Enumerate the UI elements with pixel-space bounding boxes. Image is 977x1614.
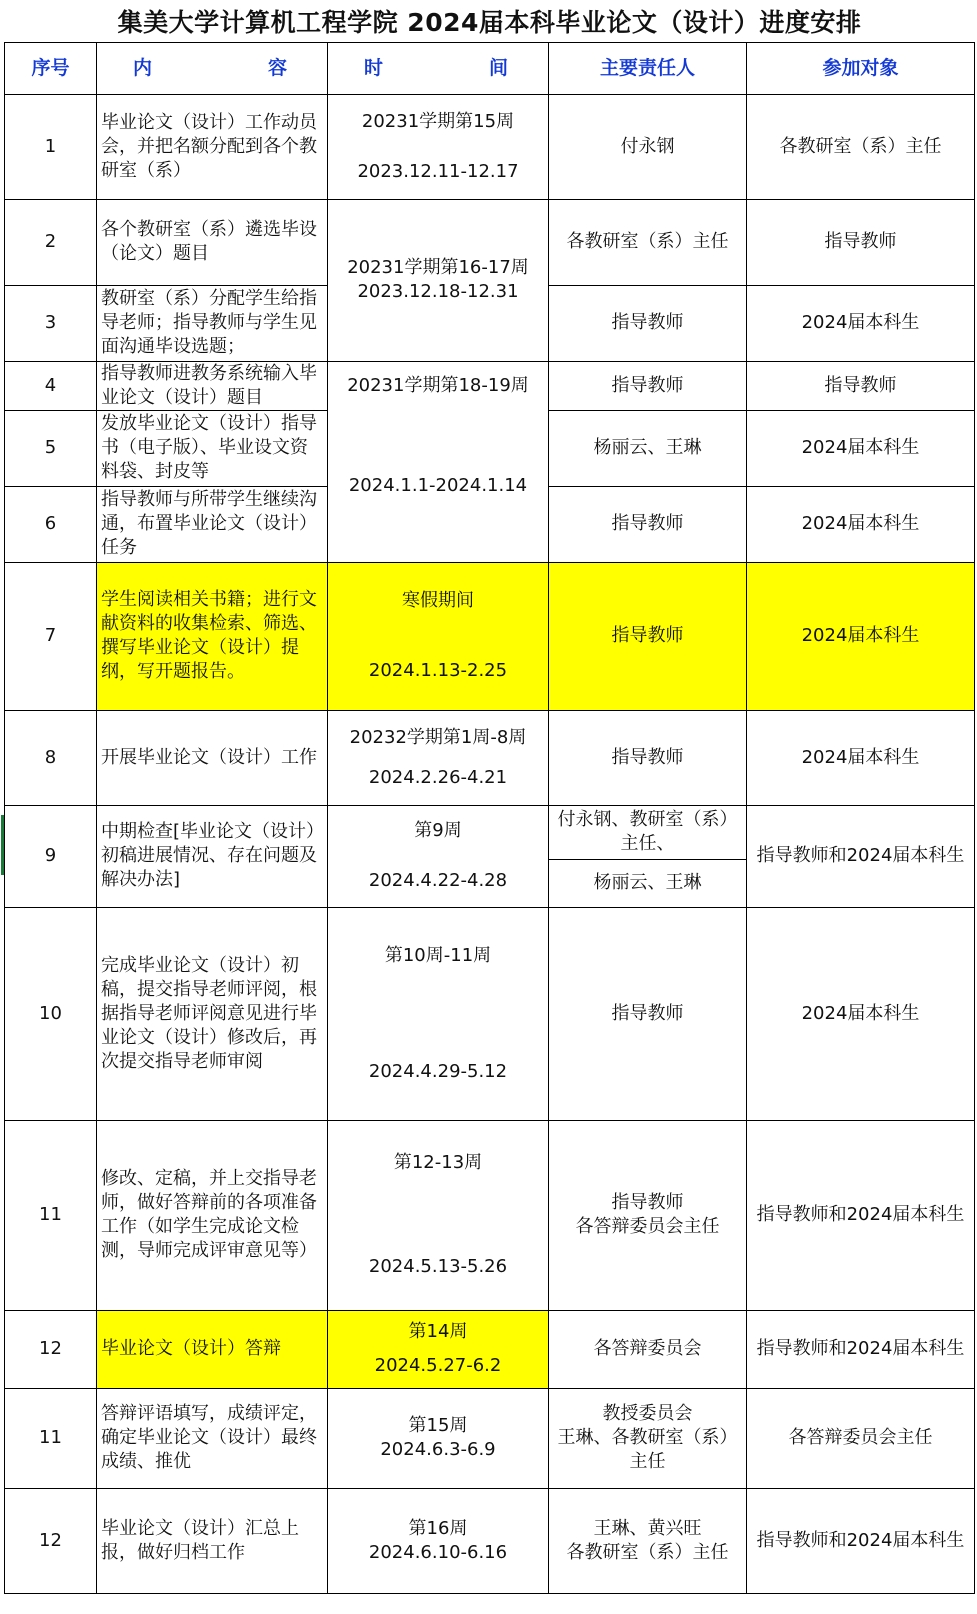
- owner-line-2: 各答辩委员会主任: [575, 1216, 720, 1237]
- time-dates: 2024.5.27-6.2: [374, 1355, 502, 1376]
- cell-content[interactable]: 指导教师与所带学生继续沟通，布置毕业论文（设计）任务: [97, 486, 328, 562]
- cell-content[interactable]: 指导教师进教务系统输入毕业论文（设计）题目: [97, 361, 328, 410]
- cell-owner[interactable]: 各教研室（系）主任: [549, 199, 747, 285]
- cell-no[interactable]: 12: [5, 1310, 97, 1388]
- cell-content[interactable]: 中期检查[毕业论文（设计）初稿进展情况、存在问题及解决办法]: [97, 805, 328, 907]
- cell-target[interactable]: 指导教师和2024届本科生: [747, 1310, 975, 1388]
- cell-target[interactable]: 2024届本科生: [747, 562, 975, 710]
- cell-owner[interactable]: 指导教师: [549, 710, 747, 805]
- cell-time[interactable]: [328, 710, 549, 805]
- cell-time[interactable]: [328, 1310, 549, 1388]
- cell-owner-second[interactable]: 杨丽云、王琳: [549, 859, 747, 907]
- cell-time-merged[interactable]: 2024.1.1-2024.1.14: [328, 410, 549, 562]
- cell-owner[interactable]: 指导教师: [549, 285, 747, 361]
- cell-time[interactable]: 20231学期第18-19周: [328, 361, 549, 410]
- cell-no[interactable]: 3: [5, 285, 97, 361]
- cell-no[interactable]: 5: [5, 410, 97, 486]
- cell-owner[interactable]: 付永钢、教研室（系）主任、: [549, 805, 747, 859]
- header-time[interactable]: [328, 42, 549, 94]
- cell-content[interactable]: 完成毕业论文（设计）初稿，提交指导老师评阅，根据指导老师评阅意见进行毕业论文（设计）修改后，再次提交指导老师审阅: [97, 907, 328, 1120]
- page-title: 集美大学计算机工程学院 2024届本科毕业论文（设计）进度安排: [5, 4, 975, 42]
- cell-target[interactable]: 指导教师: [747, 199, 975, 285]
- cell-content[interactable]: 各个教研室（系）遴选毕设（论文）题目: [97, 199, 328, 285]
- cell-time[interactable]: [328, 94, 549, 199]
- time-period: 第15周: [408, 1415, 468, 1436]
- cell-owner[interactable]: 指导教师: [549, 907, 747, 1120]
- owner-line-1: 王琳、黄兴旺: [593, 1517, 702, 1539]
- table-row: [5, 1120, 975, 1310]
- cell-owner[interactable]: [549, 1488, 747, 1593]
- cell-no[interactable]: 8: [5, 710, 97, 805]
- cell-time-merged[interactable]: [328, 199, 549, 361]
- time-dates: 2024.6.3-6.9: [380, 1439, 496, 1460]
- schedule-table: [4, 4, 975, 1594]
- cell-time[interactable]: [328, 907, 549, 1120]
- cell-no[interactable]: 12: [5, 1488, 97, 1593]
- cell-no[interactable]: 4: [5, 361, 97, 410]
- header-row: [5, 42, 975, 94]
- cell-target[interactable]: 2024届本科生: [747, 907, 975, 1120]
- cell-owner[interactable]: 指导教师: [549, 486, 747, 562]
- header-owner[interactable]: 主要责任人: [549, 42, 747, 94]
- title-row: [5, 4, 975, 42]
- cell-target[interactable]: 2024届本科生: [747, 285, 975, 361]
- time-period: 第9周: [414, 820, 462, 841]
- cell-content[interactable]: 发放毕业论文（设计）指导书（电子版）、毕业设文资料袋、封皮等: [97, 410, 328, 486]
- cell-no[interactable]: 7: [5, 562, 97, 710]
- header-content[interactable]: [97, 42, 328, 94]
- time-period: 第14周: [408, 1321, 468, 1342]
- cell-time[interactable]: [328, 1388, 549, 1488]
- cell-target[interactable]: 2024届本科生: [747, 486, 975, 562]
- time-dates: 2024.4.29-5.12: [368, 1060, 508, 1082]
- cell-target[interactable]: 2024届本科生: [747, 710, 975, 805]
- table-row: [5, 805, 975, 859]
- cell-time[interactable]: [328, 1488, 549, 1593]
- owner-line-1: 教授委员会: [602, 1403, 693, 1424]
- owner-line-2: 各教研室（系）主任: [566, 1541, 729, 1563]
- table-row: [5, 710, 975, 805]
- cell-target[interactable]: 指导教师和2024届本科生: [747, 1488, 975, 1593]
- time-period: 寒假期间: [402, 590, 474, 611]
- cell-content[interactable]: 教研室（系）分配学生给指导老师；指导教师与学生见面沟通毕设选题；: [97, 285, 328, 361]
- table-row: [5, 94, 975, 199]
- cell-no[interactable]: 2: [5, 199, 97, 285]
- cell-time[interactable]: [328, 1120, 549, 1310]
- cell-no[interactable]: 6: [5, 486, 97, 562]
- cell-owner[interactable]: 杨丽云、王琳: [549, 410, 747, 486]
- cell-content[interactable]: 毕业论文（设计）工作动员会，并把名额分配到各个教研室（系）: [97, 94, 328, 199]
- cell-content[interactable]: 毕业论文（设计）汇总上报，做好归档工作: [97, 1488, 328, 1593]
- owner-line-1: 指导教师: [611, 1192, 684, 1213]
- table-row: [5, 907, 975, 1120]
- cell-content[interactable]: 学生阅读相关书籍；进行文献资料的收集检索、筛选、撰写毕业论文（设计）提纲，写开题报告。: [97, 562, 328, 710]
- time-dates: 2024.1.13-2.25: [368, 660, 508, 681]
- header-time-b: 间: [488, 57, 508, 79]
- cell-target[interactable]: 指导教师和2024届本科生: [747, 1120, 975, 1310]
- header-content-a: 内: [133, 57, 153, 79]
- cell-no[interactable]: 1: [5, 94, 97, 199]
- cell-owner[interactable]: 各答辩委员会: [549, 1310, 747, 1388]
- cell-owner[interactable]: 付永钢: [549, 94, 747, 199]
- cell-owner[interactable]: 指导教师: [549, 562, 747, 710]
- time-dates: 2023.12.11-12.17: [357, 160, 519, 182]
- cell-owner[interactable]: [549, 1388, 747, 1488]
- table-row: [5, 361, 975, 410]
- cell-target[interactable]: 各答辩委员会主任: [747, 1388, 975, 1488]
- cell-target[interactable]: 2024届本科生: [747, 410, 975, 486]
- cell-content[interactable]: 开展毕业论文（设计）工作: [97, 710, 328, 805]
- time-period: 第12-13周: [393, 1152, 483, 1173]
- table-row-highlighted: [5, 562, 975, 710]
- cell-target[interactable]: 指导教师: [747, 361, 975, 410]
- cell-no[interactable]: 11: [5, 1120, 97, 1310]
- cell-target[interactable]: 指导教师和2024届本科生: [747, 805, 975, 907]
- table-row: [5, 1388, 975, 1488]
- cell-no[interactable]: 10: [5, 907, 97, 1120]
- time-period: 20231学期第15周: [361, 110, 515, 132]
- time-dates: 2024.2.26-4.21: [368, 766, 508, 788]
- cell-content[interactable]: 修改、定稿，并上交指导老师，做好答辩前的各项准备工作（如学生完成论文检测，导师完成评审意见等）: [97, 1120, 328, 1310]
- table-row: [5, 199, 975, 285]
- cell-owner[interactable]: [549, 1120, 747, 1310]
- time-dates: 2023.12.18-12.31: [357, 281, 519, 302]
- cell-no[interactable]: 9: [5, 805, 97, 907]
- time-period: 第10周-11周: [384, 944, 492, 966]
- time-dates: 2024.6.10-6.16: [368, 1541, 508, 1563]
- header-no[interactable]: 序号: [5, 42, 97, 94]
- time-dates: 2024.4.22-4.28: [368, 870, 508, 891]
- cell-no[interactable]: 11: [5, 1388, 97, 1488]
- time-period: 20231学期第16-17周: [347, 257, 529, 278]
- cell-target[interactable]: 各教研室（系）主任: [747, 94, 975, 199]
- time-dates: 2024.5.13-5.26: [368, 1256, 508, 1277]
- header-target[interactable]: 参加对象: [747, 42, 975, 94]
- time-period: 20232学期第1周-8周: [349, 726, 527, 748]
- cell-time[interactable]: [328, 562, 549, 710]
- cell-content[interactable]: 毕业论文（设计）答辩: [97, 1310, 328, 1388]
- table-row: [5, 410, 975, 486]
- owner-line-2: 王琳、各教研室（系）主任: [557, 1427, 738, 1472]
- table-row-highlighted: [5, 1310, 975, 1388]
- cell-content[interactable]: 答辩评语填写，成绩评定，确定毕业论文（设计）最终成绩、推优: [97, 1388, 328, 1488]
- table-row: [5, 1488, 975, 1593]
- time-period: 第16周: [408, 1517, 468, 1539]
- cell-owner[interactable]: 指导教师: [549, 361, 747, 410]
- header-time-a: 时: [364, 57, 384, 79]
- cell-time[interactable]: [328, 805, 549, 907]
- header-content-b: 容: [267, 57, 287, 79]
